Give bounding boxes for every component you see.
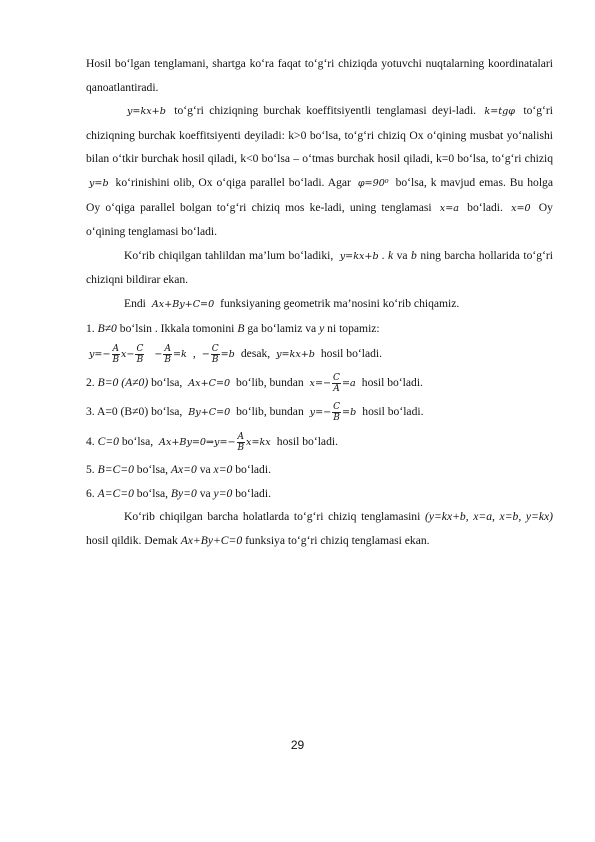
equations-list: (y=kx+b, x=a, x=b, y=kx) bbox=[424, 510, 553, 524]
paragraph-conclusion-k-b: Ko‘rib chiqilgan tahlildan ma’lum bo‘ladiki, y=kx+b . k va b ning barcha hollarida to‘g‘ri chiziqni bildirar ekan. bbox=[86, 248, 554, 287]
formula-x-a: x=a bbox=[439, 202, 459, 214]
paragraph-final: Ko‘rib chiqilgan barcha holatlarda to‘g‘ri chiziq tenglamasini (y=kx+b, x=a, x=b, y=kx) hosil qildik. Demak Ax+By+C=0 funksiya to‘g‘ri chiziq tenglamasi ekan. bbox=[86, 510, 553, 547]
paragraph-intro: Hosil bo‘lgan tenglamani, shartga ko‘ra faqat to‘g‘ri chiziqda yotuvchi nuqtalarning koordinatalari qanoatlantiradi. bbox=[86, 57, 553, 94]
document-body bbox=[86, 52, 553, 553]
paragraph-general-equation: Endi Ax+By+C=0 funksiyaning geometrik ma’nosini ko‘rib chiqamiz. bbox=[124, 296, 460, 310]
formula-ax-c: Ax+C=0 bbox=[188, 378, 231, 390]
case-item-3: 3. A=0 (B≠0) bo‘lsa, By+C=0 bo‘lib, bundan y=− $\frac{C}{B}$ =b hosil bo‘ladi. bbox=[86, 402, 424, 424]
case-item-4: 4. C=0 bo‘lsa, Ax+By=0⇒y=− $\frac{A}{B}$ x=kx hosil bo‘ladi. bbox=[86, 432, 338, 454]
case-item-6: 6. A=C=0 bo‘lsa, By=0 va y=0 bo‘ladi. bbox=[86, 486, 271, 500]
formula-b-def: − $\frac{C}{B}$ =b bbox=[201, 344, 235, 366]
formula-k-tg-phi: k=tgφ bbox=[484, 106, 515, 118]
formula-y-b: y=b bbox=[89, 177, 109, 189]
formula-k-def: − $\frac{A}{B}$ =k bbox=[154, 344, 187, 366]
formula-x-0: x=0 bbox=[511, 202, 531, 214]
formula-phi-90: φ=90⁰ bbox=[357, 177, 389, 189]
formula-general-line-2: Ax+By+C=0 bbox=[180, 533, 243, 547]
formula-ax-by: Ax+By=0⇒y=− $\frac{A}{B}$ x=kx bbox=[159, 432, 271, 454]
paragraph-slope-equation: y=kx+b to‘g‘ri chiziqning burchak koeffitsiyentli tenglamasi deyi-ladi. k=tgφ to‘g‘ri chiziqning burchak koeffitsiyenti deyiladi: k>0 bo‘lsa, to‘g‘ri chiziq Ox o‘qining musbat yo‘nalishi bilan o‘tkir burchak hosil qiladi, k<0 bo‘lsa – o‘tmas burchak hosil qiladi, k=0 bo‘lsa, to‘g‘ri chiziq y=b ko‘rinishini olib, Ox o‘qiga parallel bo‘ladi. Agar φ=90⁰ bo‘lsa, k mavjud emas. Bu holga Oy o‘qiga parallel bolgan to‘g‘ri chiziq mos ke-ladi, uning tenglamasi x=a bo‘ladi. x=0 Oy o‘qining tenglamasi bo‘ladi. bbox=[86, 104, 553, 239]
formula-slope-intercept: y=kx+b bbox=[127, 106, 166, 118]
page-number: 29 bbox=[290, 738, 305, 752]
formula-general-line: Ax+By+C=0 bbox=[151, 298, 215, 310]
formula-by-c: By+C=0 bbox=[188, 407, 231, 419]
case-item-2: 2. B=0 (A≠0) bo‘lsa, Ax+C=0 bo‘lib, bundan x=− $\frac{C}{A}$ =a hosil bo‘ladi. bbox=[86, 373, 423, 395]
formula-line-1: y=− $\frac{A}{B}$ x− $\frac{C}{B}$ − $\frac{A}{B}$ =k , − $\frac{C}{B}$ =b desak, y=kx+b hosil bo‘ladi. bbox=[89, 344, 383, 366]
formula-x-solved: x=− $\frac{C}{A}$ =a bbox=[309, 373, 356, 395]
formula-y-solved-b: y=− $\frac{C}{B}$ =b bbox=[309, 402, 357, 424]
formula-result-1: y=kx+b bbox=[276, 349, 315, 361]
case-item-1: 1. B≠0 bo‘lsin . Ikkala tomonini B ga bo‘lamiz va y ni topamiz: bbox=[86, 321, 380, 335]
formula-y-solved: y=− $\frac{A}{B}$ x− $\frac{C}{B}$ bbox=[89, 344, 144, 366]
case-item-5: 5. B=C=0 bo‘lsa, Ax=0 va x=0 bo‘ladi. bbox=[86, 463, 271, 477]
formula-slope-intercept-2: y=kx+b bbox=[339, 250, 379, 262]
